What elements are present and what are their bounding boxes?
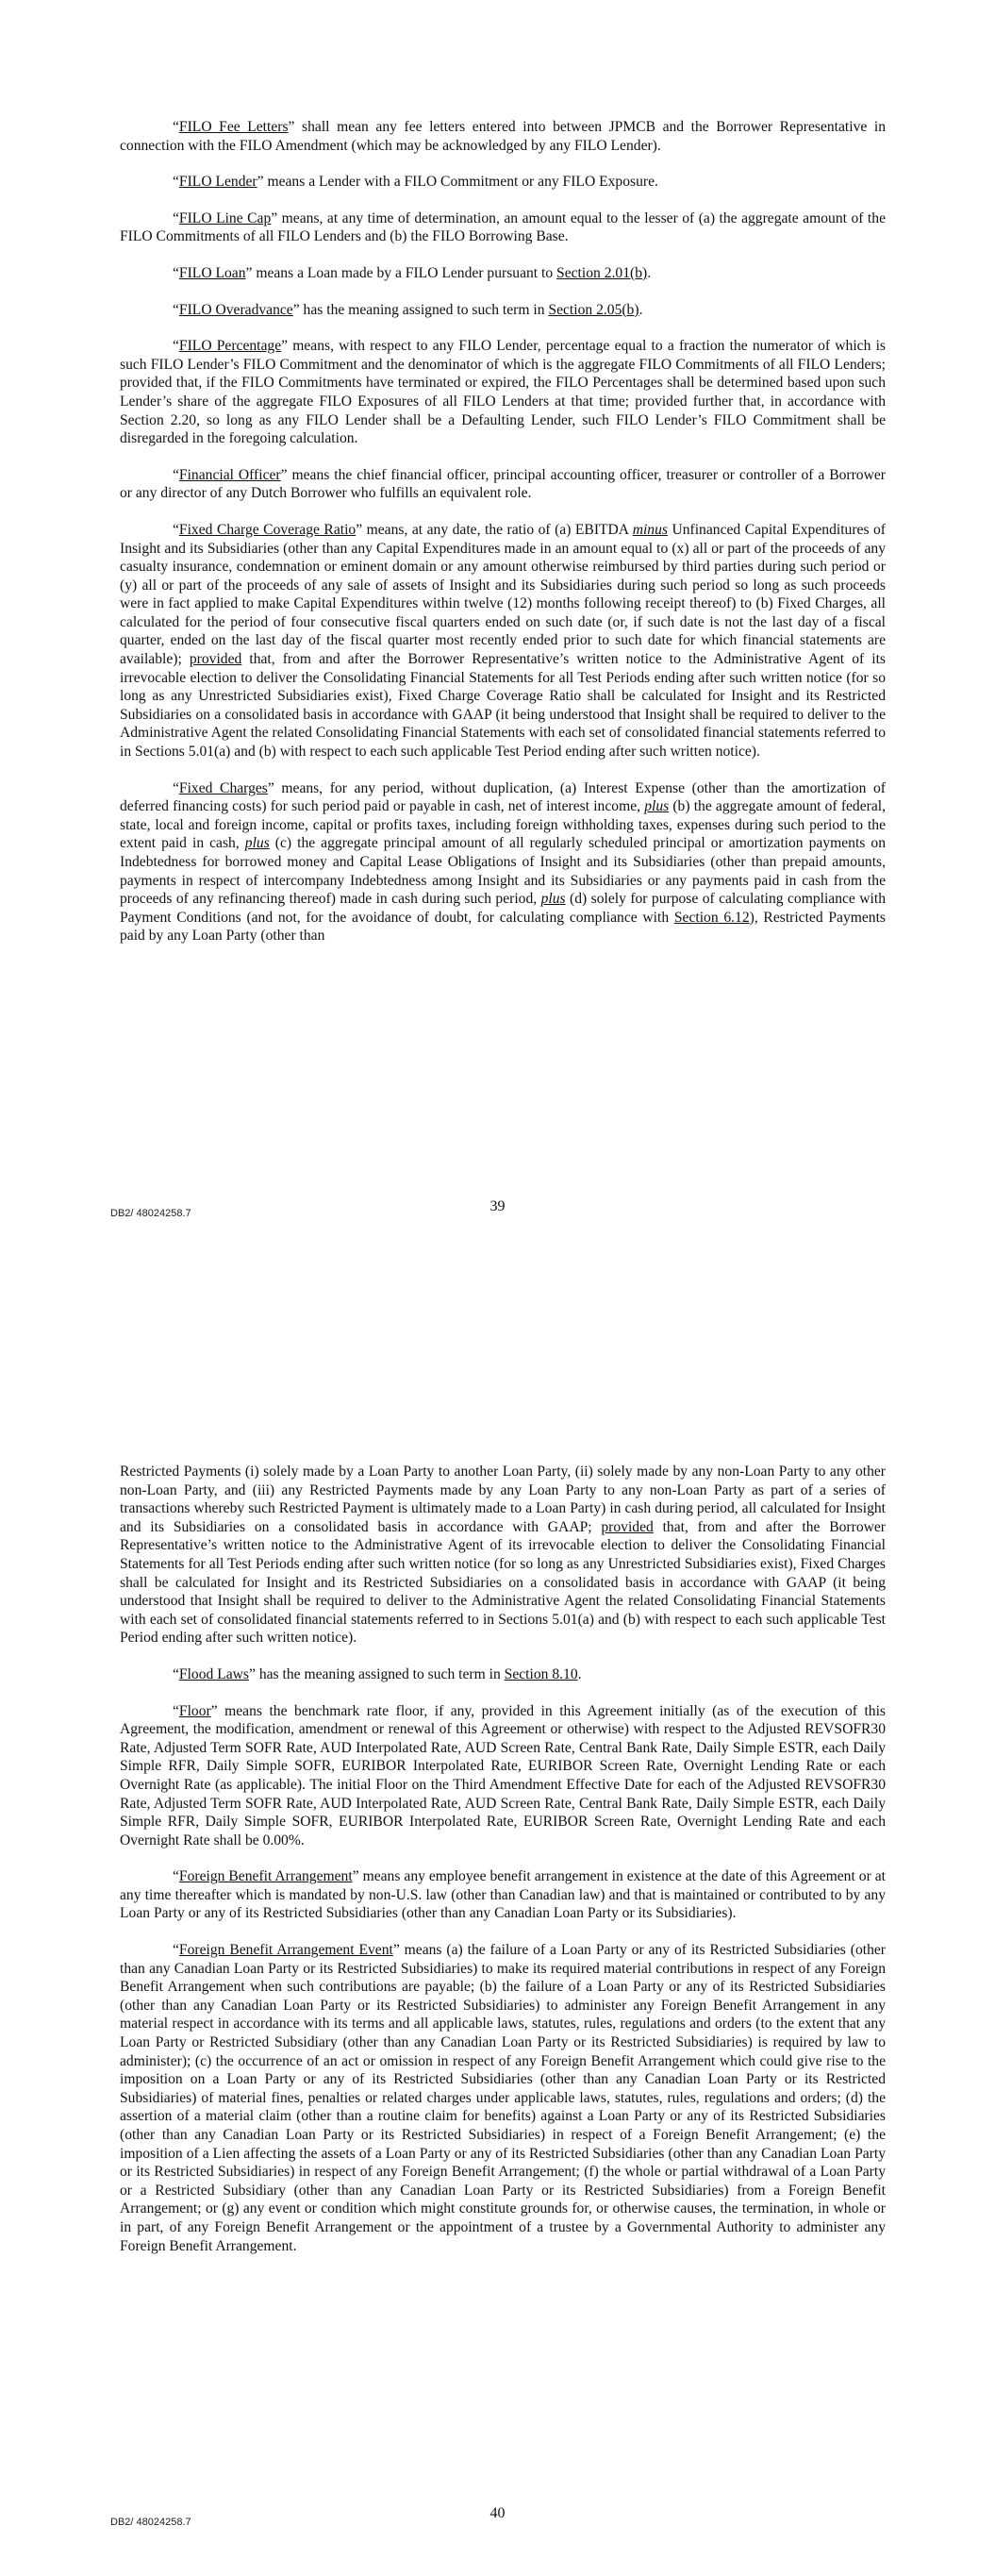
text-segment: . — [577, 1665, 582, 1682]
defined-term: FILO Line Cap — [178, 209, 272, 226]
text-segment: Unfinanced Capital Expenditures of Insight and its Subsidiaries (other than any Capital Expenditures made in an amount equal to (x) all or part of the proceeds of any casualty insurance, condemnation or eminent domain or any amount otherwise reimbursed by third parties during such period or (y) all or part of the proceeds of any sale of assets of Insight and its Subsidiaries during such period so long as such proceeds were in fact applied to make Capital Expenditures within twelve (12) months following receipt thereof) to (b) Fixed Charges, all calculated for the period of four consecutive fiscal quarters ended on such date (or, if such date is not the last day of a fiscal quarter, ended on the last day of the fiscal quarter most recently ended prior to such date for which financial statements are available); — [120, 521, 886, 668]
defined-term: provided — [601, 1518, 654, 1535]
paragraph — [120, 1941, 886, 2255]
emphasized-term: plus — [644, 798, 670, 815]
page-39-body — [120, 118, 886, 963]
text-segment: ” means, at any time of determination, an amount equal to the lesser of (a) the aggregate amount of the FILO Commitments of all FILO Lenders and (b) the FILO Borrowing Base. — [120, 209, 886, 245]
text-segment: ” has the meaning assigned to such term in — [249, 1665, 505, 1682]
paragraph — [120, 1702, 886, 1850]
emphasized-term: plus — [540, 891, 566, 908]
defined-term: Fixed Charge Coverage Ratio — [178, 521, 357, 538]
defined-term: Foreign Benefit Arrangement Event — [178, 1942, 393, 1959]
text-segment: “ — [173, 209, 179, 226]
paragraph — [120, 173, 886, 192]
text-segment: ” means the benchmark rate floor, if any, provided in this Agreement initially (as of the execution of this Agreement, the modification, amendment or renewal of this Agreement or otherwise) with respect to the Adjusted REVSOFR30 Rate, Adjusted Term SOFR Rate, AUD Interpolated Rate, AUD Screen Rate, Central Bank Rate, Daily Simple ESTR, each Daily Simple RFR, Daily Simple SOFR, EURIBOR Interpolated Rate, EURIBOR Screen Rate, Overnight Lending Rate or each Overnight Rate (as applicable). The initial Floor on the Third Amendment Effective Date for each of the Adjusted REVSOFR30 Rate, Adjusted Term SOFR Rate, AUD Interpolated Rate, AUD Screen Rate, Central Bank Rate, Daily Simple ESTR, each Daily Simple RFR, Daily Simple SOFR, EURIBOR Interpolated Rate, EURIBOR Screen Rate, Overnight Lending Rate and each Overnight Rate shall be 0.00%. — [120, 1702, 886, 1848]
page-number: 40 — [489, 2505, 506, 2521]
paragraph — [120, 209, 886, 246]
text-segment: “ — [173, 521, 179, 538]
paragraph — [120, 1665, 886, 1684]
text-segment: “ — [173, 1665, 179, 1682]
text-segment: that, from and after the Borrower Representative’s written notice to the Administrative Agent of its irrevocable election to deliver the Consolidating Financial Statements for all Test Periods ending after such written notice (for so long as any Unrestricted Subsidiaries exist), Fixed Charges shall be calculated for Insight and its Restricted Subsidiaries on a consolidated basis in accordance with GAAP (it being understood that Insight shall be required to deliver to the Administrative Agent the related Consolidating Financial Statements with each set of consolidated financial statements referred to in Sections 5.01(a) and (b) with respect to each such applicable Test Period ending after such written notice). — [120, 1518, 886, 1647]
defined-term: FILO Loan — [178, 264, 246, 281]
text-segment: “ — [173, 1702, 179, 1719]
defined-term: FILO Lender — [178, 174, 257, 191]
text-segment: ” means the chief financial officer, principal accounting officer, treasurer or controller of a Borrower or any director of any Dutch Borrower who fulfills an equivalent role. — [120, 466, 886, 502]
text-segment: that, from and after the Borrower Representative’s written notice to the Administrative Agent of its irrevocable election to deliver the Consolidating Financial Statements for all Test Periods ending after such written notice (for so long as any Unrestricted Subsidiaries exist), Fixed Charge Coverage Ratio shall be calculated for Insight and its Restricted Subsidiaries on a consolidated basis in accordance with GAAP (it being understood that Insight shall be required to deliver to the Administrative Agent the related Consolidating Financial Statements with each set of consolidated financial statements referred to in Sections 5.01(a) and (b) with respect to each such applicable Test Period ending after such written notice). — [120, 651, 886, 761]
text-segment: “ — [173, 301, 179, 318]
text-segment: “ — [173, 264, 179, 281]
text-segment: “ — [173, 119, 179, 135]
text-segment: ” means (a) the failure of a Loan Party or any of its Restricted Subsidiaries (other than any Canadian Loan Party or its Restricted Subsidiaries) to make its required material contributions in respect of any Foreign Benefit Arrangement when such contributions are payable; (b) the failure of a Loan Party or any of its Restricted Subsidiaries (other than any Canadian Loan Party or its Restricted Subsidiaries) to administer any Foreign Benefit Arrangement in any material respect in accordance with its terms and all applicable laws, statutes, rules, regulations and orders (to the extent that any Loan Party or Restricted Subsidiary (other than any Canadian Loan Party or its Restricted Subsidiaries) is required by law to administer); (c) the occurrence of an act or omission in respect of any Foreign Benefit Arrangement which could give rise to the imposition on a Loan Party or any of its Restricted Subsidiaries (other than any Canadian Loan Party or its Restricted Subsidiaries) of material fines, penalties or related charges under applicable laws, statutes, rules, regulations and orders; (d) the assertion of a material claim (other than a routine claim for benefits) against a Loan Party or any of its Restricted Subsidiaries (other than any Canadian Loan Party or its Restricted Subsidiaries) in respect of a Foreign Benefit Arrangement; (e) the imposition of a Lien affecting the assets of a Loan Party or any of its Restricted Subsidiaries (other than any Canadian Loan Party or its Restricted Subsidiaries) in respect of any Foreign Benefit Arrangement; (f) the whole or partial withdrawal of a Loan Party or a Restricted Subsidiary (other than any Canadian Loan Party or its Restricted Subsidiaries) from a Foreign Benefit Arrangement; or (g) any event or condition which might constitute grounds for, or otherwise causes, the termination, in whole or in part, of any Foreign Benefit Arrangement or the appointment of a trustee by a Governmental Authority to administer any Foreign Benefit Arrangement. — [120, 1942, 886, 2254]
text-segment: “ — [173, 1868, 179, 1885]
defined-term: Financial Officer — [178, 466, 281, 483]
text-segment: “ — [173, 174, 179, 191]
text-segment: ” means, for any period, without duplication, (a) Interest Expense (other than the amortization of deferred financing costs) for such period paid or payable in cash, net of interest income, — [120, 779, 886, 815]
defined-term: Fixed Charges — [178, 779, 268, 796]
defined-term: Foreign Benefit Arrangement — [178, 1868, 353, 1885]
paragraph — [120, 779, 886, 945]
text-segment: ” means any employee benefit arrangement in existence at the date of this Agreement or at any time thereafter which is mandated by non-U.S. law (other than Canadian law) and that is maintained or contributed to by any Loan Party or any of its Restricted Subsidiaries (other than any Canadian Loan Party or its Subsidiaries). — [120, 1868, 886, 1922]
defined-term: Flood Laws — [178, 1665, 249, 1682]
text-segment: (b) the aggregate amount of federal, state, local and foreign income, capital or profits taxes, including foreign withholding taxes, expenses during such period to the extent paid in cash, — [120, 798, 886, 852]
paragraph — [120, 1463, 886, 1648]
text-segment: ” has the meaning assigned to such term in — [292, 301, 549, 318]
paragraph — [120, 466, 886, 503]
document-id: DB2/ 48024258.7 — [110, 2517, 191, 2528]
text-segment: . — [647, 264, 652, 281]
paragraph — [120, 521, 886, 761]
emphasized-term: minus — [632, 521, 668, 538]
paragraph — [120, 264, 886, 283]
text-segment: “ — [173, 1942, 179, 1959]
page-40 — [0, 1288, 995, 2576]
defined-term: Section 8.10 — [504, 1665, 578, 1682]
text-segment: ” means a Lender with a FILO Commitment or any FILO Exposure. — [257, 174, 658, 191]
paragraph — [120, 337, 886, 448]
text-segment: (c) the aggregate principal amount of all regularly scheduled principal or amortization payments on Indebtedness for borrowed money and Capital Lease Obligations of Insight and its Subsidiaries (other than prepaid amounts, payments in respect of intercompany Indebtedness among Insight and its Subsidiaries or any payments paid in cash from the proceeds of any refinancing thereof) made in cash during such period, — [120, 835, 886, 908]
defined-term: provided — [189, 651, 242, 668]
text-segment: ” means a Loan made by a FILO Lender pursuant to — [245, 264, 557, 281]
text-segment: Restricted Payments (i) solely made by a Loan Party to another Loan Party, (ii) solely made by any non-Loan Party to any other non-Loan Party, and (iii) any Restricted Payments made by any Loan Party to any non-Loan Party as part of a series of transactions whereby such Restricted Payment is ultimately made to a Loan Party) in cash during period, all calculated for Insight and its Subsidiaries on a consolidated basis in accordance with GAAP; — [120, 1464, 886, 1535]
emphasized-term: plus — [244, 835, 270, 852]
defined-term: FILO Fee Letters — [178, 119, 289, 135]
defined-term: Section 2.05(b) — [548, 301, 639, 318]
text-segment: ” means, with respect to any FILO Lender, percentage equal to a fraction the numerator of which is such FILO Lender’s FILO Commitment and the denominator of which is the aggregate FILO Commitments of all FILO Lenders; provided that, if the FILO Commitments have terminated or expired, the FILO Percentages shall be determined based upon such Lender’s share of the aggregate FILO Exposures of all FILO Lenders at that time; provided further that, in accordance with Section 2.20, so long as any FILO Lender shall be a Defaulting Lender, such FILO Lender’s FILO Commitment shall be disregarded in the foregoing calculation. — [120, 338, 886, 447]
text-segment: “ — [173, 779, 179, 796]
text-segment: . — [638, 301, 643, 318]
text-segment: (d) solely for purpose of calculating compliance with Payment Conditions (and not, for the avoidance of doubt, for calculating compliance with — [120, 891, 886, 926]
defined-term: Floor — [178, 1702, 211, 1719]
page-number: 39 — [489, 1198, 506, 1214]
paragraph — [120, 118, 886, 155]
defined-term: FILO Percentage — [178, 338, 282, 355]
defined-term: Section 2.01(b) — [556, 264, 648, 281]
paragraph — [120, 301, 886, 320]
text-segment: ” shall mean any fee letters entered into between JPMCB and the Borrower Representative in connection with the FILO Amendment (which may be acknowledged by any FILO Lender). — [120, 119, 887, 154]
document-id: DB2/ 48024258.7 — [110, 1208, 191, 1219]
text-segment: ), Restricted Payments paid by any Loan Party (other than — [120, 909, 886, 945]
text-segment: “ — [173, 338, 179, 355]
page-40-body — [120, 1463, 886, 2273]
text-segment: ” means, at any date, the ratio of (a) EBITDA — [356, 521, 633, 538]
text-segment: “ — [173, 466, 179, 483]
defined-term: FILO Overadvance — [178, 301, 293, 318]
defined-term: Section 6.12 — [673, 909, 750, 926]
paragraph — [120, 1867, 886, 1923]
